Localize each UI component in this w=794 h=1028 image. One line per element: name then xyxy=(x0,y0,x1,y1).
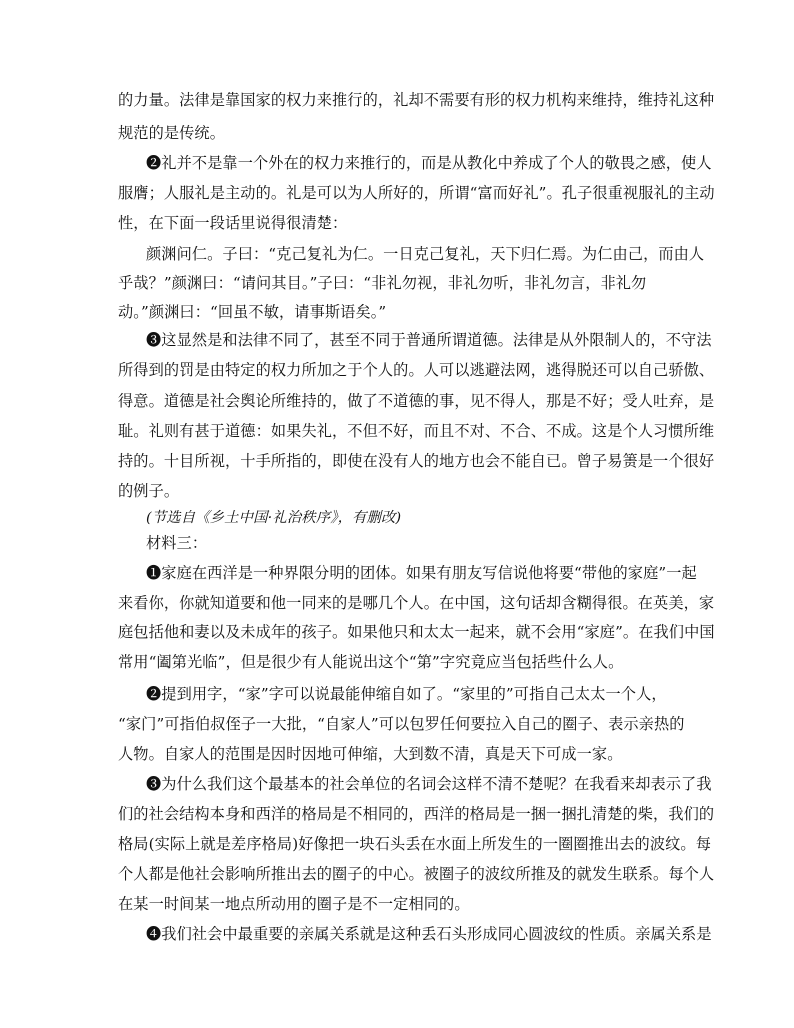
text-line: 得意。道德是社会舆论所维持的，做了不道德的事，见不得人，那是不好；受人吐弃，是 xyxy=(118,392,715,410)
paragraph-3-start: ❸这显然是和法律不同了，甚至不同于普通所谓道德。法律是从外限制人的，不守法 xyxy=(146,331,712,349)
text-line: 个人都是他社会影响所推出去的圈子的中心。被圈子的波纹所推及的就发生联系。每个人 xyxy=(118,865,715,883)
paragraph-1-start: ❶家庭在西洋是一种界限分明的团体。如果有朋友写信说他将要“带他的家庭”一起 xyxy=(146,564,697,582)
quote-line: 颜渊问仁。子曰：“克己复礼为仁。一日克己复礼，天下归仁焉。为仁由己，而由人 xyxy=(146,245,705,263)
text-line: 来看你，你就知道要和他一同来的是哪几个人。在中国，这句话却含糊得很。在英美，家 xyxy=(118,594,715,612)
text-line: 性，在下面一段话里说得很清楚： xyxy=(118,214,348,232)
paragraph-2-start: ❷提到用字，“家”字可以说最能伸缩自如了。“家里的”可指自己太太一个人， xyxy=(146,685,667,703)
text-line: 规范的是传统。 xyxy=(118,124,226,142)
paragraph-4-start: ❹我们社会中最重要的亲属关系就是这种丢石头形成同心圆波纹的性质。亲属关系是 xyxy=(146,925,712,943)
text-line: 持的。十目所视，十手所指的，即使在没有人的地方也会不能自已。曾子易箦是一个很好 xyxy=(118,452,715,470)
paragraph-2-start: ❷礼并不是靠一个外在的权力来推行的，而是从教化中养成了个人的敬畏之感，使人 xyxy=(146,154,712,172)
section-heading: 材料三： xyxy=(146,534,208,552)
text-line: 的例子。 xyxy=(118,482,180,500)
text-line: 庭包括他和妻以及未成年的孩子。如果他只和太太一起来，就不会用“家庭”。在我们中国 xyxy=(118,623,715,641)
quote-line: 乎哉？”颜渊曰：“请问其目。”子曰：“非礼勿视，非礼勿听，非礼勿言，非礼勿 xyxy=(118,274,647,292)
text-line: 耻。礼则有甚于道德：如果失礼，不但不好，而且不对、不合、不成。这是个人习惯所维 xyxy=(118,422,715,440)
text-line: “家门”可指伯叔侄子一大批，“自家人”可以包罗任何要拉入自己的圈子、表示亲热的 xyxy=(118,715,685,733)
text-line: 所得到的罚是由特定的权力所加之于个人的。人可以逃避法网，逃得脱还可以自己骄傲、 xyxy=(118,361,715,379)
text-line: 格局(实际上就是差序格局)好像把一块石头丢在水面上所发生的一圈圈推出去的波纹。每 xyxy=(118,835,711,853)
text-line: 在某一时间某一地点所动用的圈子是不一定相同的。 xyxy=(118,895,470,913)
text-line: 服膺；人服礼是主动的。礼是可以为人所好的，所谓“富而好礼”。孔子很重视服礼的主动 xyxy=(118,184,715,202)
text-line: 的力量。法律是靠国家的权力来推行的，礼却不需要有形的权力机构来维持，维持礼这种 xyxy=(118,91,715,109)
paragraph-3-start: ❸为什么我们这个最基本的社会单位的名词会这样不清不楚呢？在我看来却表示了我 xyxy=(146,775,712,793)
quote-line: 动。”颜渊曰：“回虽不敏，请事斯语矣。” xyxy=(118,303,387,321)
text-line: 常用“阖第光临”，但是很少有人能说出这个“第”字究竟应当包括些什么人。 xyxy=(118,653,624,671)
source-citation: (节选自《乡土中国·礼治秩序》，有删改) xyxy=(146,510,402,526)
text-line: 们的社会结构本身和西洋的格局是不相同的，西洋的格局是一捆一捆扎清楚的柴，我们的 xyxy=(118,805,715,823)
text-line: 人物。自家人的范围是因时因地可伸缩，大到数不清，真是天下可成一家。 xyxy=(118,745,623,763)
